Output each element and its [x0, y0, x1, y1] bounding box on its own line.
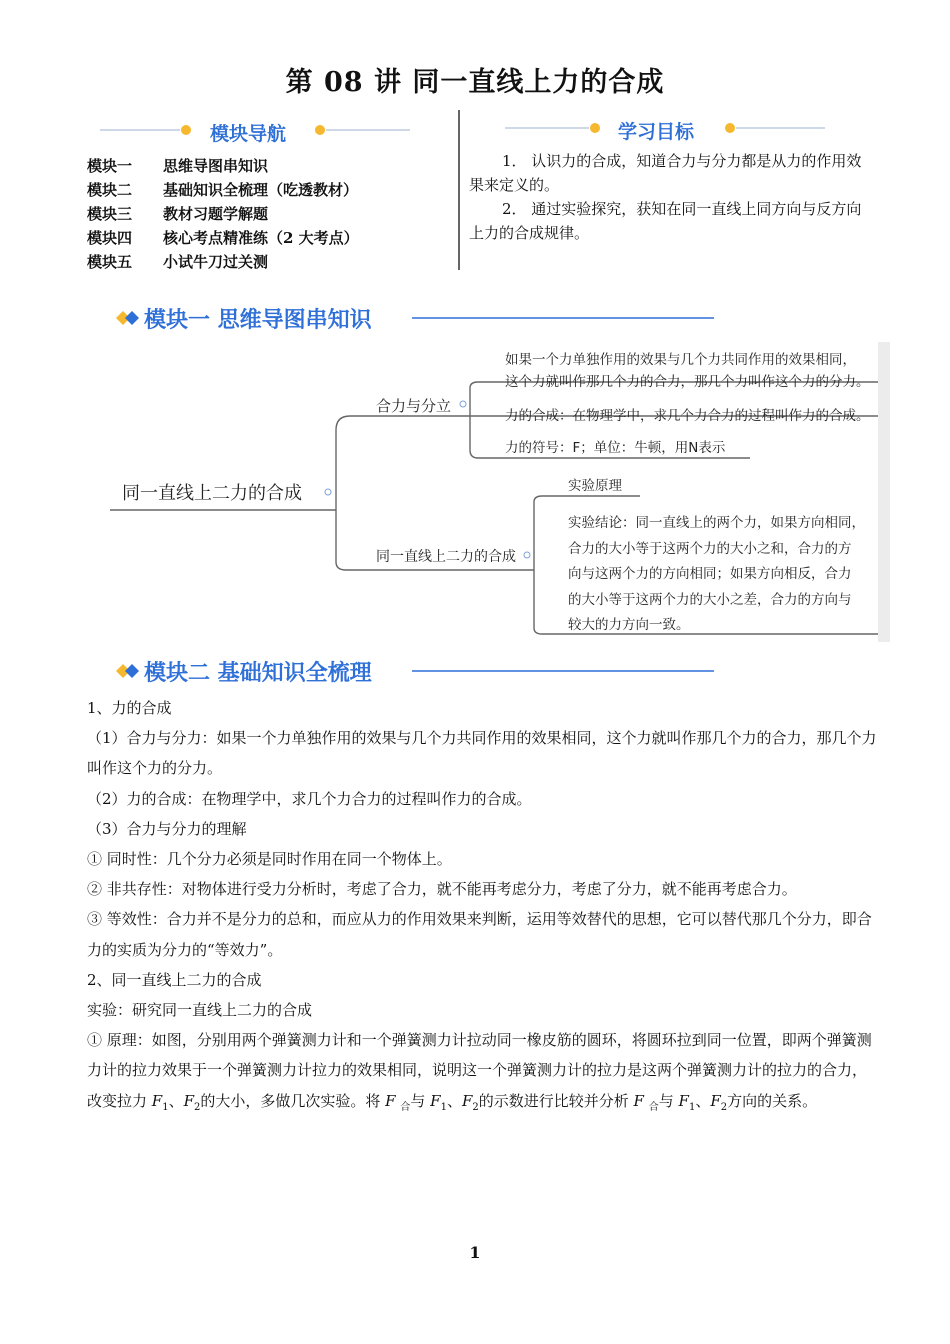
mindmap-branch-same-line: 同一直线上二力的合成: [376, 549, 516, 565]
nav-item[interactable]: 模块五 小试牛刀过关测: [87, 253, 269, 271]
mindmap-leaf-principle: 实验原理: [568, 478, 622, 494]
paragraph: ① 同时性：几个分力必须是同时作用在同一个物体上。: [87, 850, 452, 869]
goal-item: 2． 通过实验探究，获知在同一直线上同方向与反方向上力的合成规律。: [469, 200, 862, 242]
column-divider: [458, 110, 460, 270]
module2-title: 模块二 基础知识全梳理: [144, 661, 372, 686]
module2-body: [87, 693, 877, 1123]
mindmap-leaf-conclusion: 实验结论：同一直线上的两个力，如果方向相同， 合力的大小等于这两个力的大小之和，合力的方 向与这两个力的方向相同；如果方向相反，合力 的大小等于这两个力的大小之差，合力的方向与 较大的力方向一致。: [568, 515, 865, 633]
mindmap-leaf-symbol: 力的符号：F；单位：牛顿，用N表示: [505, 440, 726, 456]
mindmap-root: 同一直线上二力的合成: [122, 483, 302, 504]
section-heading: 1、力的合成: [87, 699, 172, 717]
mindmap-leaf-composition: 力的合成：在物理学中，求几个力合力的过程叫作力的合成。: [505, 408, 870, 424]
paragraph: ② 非共存性：对物体进行受力分析时，考虑了合力，就不能再考虑分力，考虑了分力，就不能再考虑合力。: [87, 880, 797, 899]
nav-item[interactable]: 模块一 思维导图串知识: [87, 157, 269, 175]
page-number: 1: [469, 1243, 481, 1262]
goals-heading: 学习目标: [618, 121, 695, 143]
paragraph: （2）力的合成：在物理学中，求几个力合力的过程叫作力的合成。: [87, 789, 532, 808]
page-title: 第 08 讲 同一直线上力的合成: [285, 67, 665, 98]
paragraph: 实验：研究同一直线上二力的合成: [87, 1001, 313, 1020]
goal-item: 1． 认识力的合成，知道合力与分力都是从力的作用效果来定义的。: [469, 152, 862, 194]
mindmap-leaf-definition: 如果一个力单独作用的效果与几个力共同作用的效果相同， 这个力就叫作那几个力的合力，那几个力叫作这个力的分力。: [505, 352, 870, 390]
paragraph: （1）合力与分力：如果一个力单独作用的效果与几个力共同作用的效果相同，这个力就叫作那几个力的合力，那几个力叫作这个力的分力。: [87, 729, 877, 778]
paragraph: ③ 等效性：合力并不是分力的总和，而应从力的作用效果来判断，运用等效替代的思想，它可以替代那几个分力，即合力的实质为分力的“等效力”。: [87, 910, 872, 959]
nav-item[interactable]: 模块二 基础知识全梳理（吃透教材）: [87, 181, 359, 199]
learning-goals: [469, 149, 869, 245]
principle-paragraph: ① 原理：如图，分别用两个弹簧测力计和一个弹簧测力计拉动同一橡皮筋的圆环，将圆环拉到同一位置，即两个弹簧测力计的拉力效果于一个弹簧测力计拉力的效果相同，说明这一个弹簧测力计的拉力是这两个弹簧测力计的拉力的合力，改变拉力 $F_1$、$F_2$的大小，多做几次实验。将 F $_合$与 $F_1$、$F_2$的示数进行比较并分析 F $_合$与 $F_1$、$F_2$方向的关系。: [87, 1031, 872, 1113]
module1-title: 模块一 思维导图串知识: [144, 308, 372, 333]
paragraph: （3）合力与分力的理解: [87, 819, 247, 838]
mindmap-branch-resultant: 合力与分立: [376, 397, 452, 415]
section-heading: 2、同一直线上二力的合成: [87, 970, 262, 989]
nav-item[interactable]: 模块三 教材习题学解题: [87, 205, 269, 223]
module-nav-list: [87, 154, 359, 274]
nav-item[interactable]: 模块四 核心考点精准练（2 大考点）: [87, 229, 359, 247]
nav-heading: 模块导航: [210, 123, 287, 145]
